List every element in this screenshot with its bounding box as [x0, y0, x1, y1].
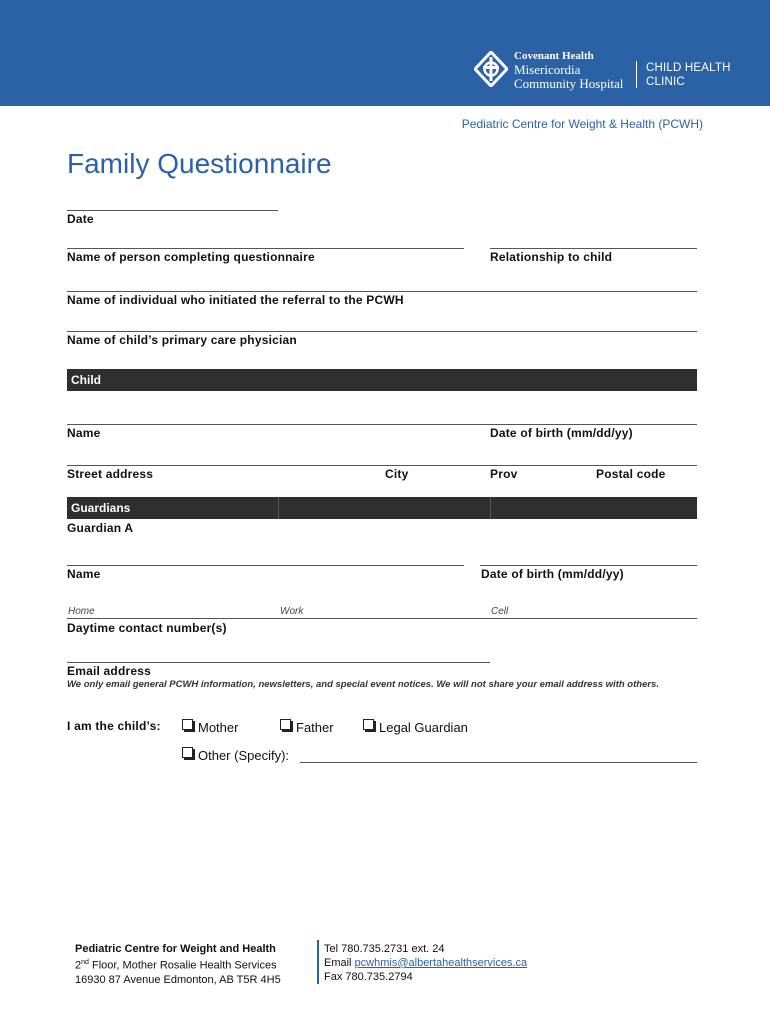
page-subtitle: Pediatric Centre for Weight & Health (PCWH) — [461, 117, 703, 131]
child-address-field[interactable] — [67, 465, 697, 466]
person-completing-label: Name of person completing questionnaire — [67, 250, 315, 264]
daytime-contact-field[interactable] — [67, 618, 697, 619]
referral-initiator-label: Name of individual who initiated the referral to the PCWH — [67, 293, 404, 307]
floor-suffix: nd — [81, 959, 89, 966]
page-title: Family Questionnaire — [67, 148, 332, 179]
other-checkbox[interactable] — [182, 747, 193, 758]
floor-rest: Floor, Mother Rosalie Health Services — [88, 959, 277, 972]
footer-address-line-2: 16930 87 Avenue Edmonton, AB T5R 4H5 — [75, 973, 281, 986]
footer-email-label: Email — [324, 957, 355, 969]
phone-home-label: Home — [68, 606, 95, 617]
phone-work-label: Work — [280, 606, 304, 617]
guardian-a-label: Guardian A — [67, 521, 134, 535]
mother-checkbox[interactable] — [182, 719, 193, 730]
footer-tel: Tel 780.735.2731 ext. 24 — [324, 943, 445, 955]
email-privacy-note: We only email general PCWH information, newsletters, and special event notices. We will not share your email address with others. — [67, 679, 659, 690]
footer-fax: Fax 780.735.2794 — [324, 971, 413, 983]
footer-email-line — [324, 956, 527, 970]
hospital-logo-text — [514, 49, 623, 91]
legal-guardian-checkbox[interactable] — [363, 719, 374, 730]
clinic-line-2: CLINIC — [646, 76, 685, 88]
guardian-name-field[interactable] — [67, 565, 464, 566]
logo-line-3: Community Hospital — [514, 76, 624, 91]
prov-label: Prov — [490, 467, 518, 481]
covenant-cross-logo-icon — [474, 51, 508, 87]
footer-address-line-1 — [75, 956, 281, 973]
clinic-name — [646, 61, 731, 89]
person-completing-field[interactable] — [67, 248, 464, 249]
other-specify-field[interactable] — [300, 762, 697, 763]
guardian-dob-field[interactable] — [480, 565, 697, 566]
other-option-label: Other (Specify): — [198, 748, 290, 763]
date-label: Date — [67, 212, 94, 226]
logo-divider — [636, 61, 637, 88]
logo-line-2: Misericordia — [514, 62, 581, 77]
city-label: City — [385, 467, 409, 481]
child-dob-label: Date of birth (mm/dd/yy) — [490, 426, 633, 440]
mother-option-label: Mother — [198, 720, 239, 735]
primary-physician-label: Name of child’s primary care physician — [67, 333, 297, 347]
child-section-title: Child — [71, 373, 101, 387]
footer-divider — [317, 940, 319, 984]
footer-address — [75, 942, 281, 987]
email-label: Email address — [67, 664, 151, 678]
child-section-header — [67, 369, 697, 391]
referral-initiator-field[interactable] — [67, 291, 697, 292]
street-address-label: Street address — [67, 467, 154, 481]
father-checkbox[interactable] — [280, 719, 291, 730]
relationship-label: Relationship to child — [490, 250, 613, 264]
bar-divider — [278, 497, 279, 519]
primary-physician-field[interactable] — [67, 331, 697, 332]
father-option-label: Father — [296, 720, 334, 735]
date-field[interactable] — [67, 210, 278, 211]
footer-email-link[interactable]: pcwhmis@albertahealthservices.ca — [354, 957, 528, 969]
child-name-label: Name — [67, 426, 101, 440]
footer-org-name: Pediatric Centre for Weight and Health — [75, 943, 276, 955]
guardian-dob-label: Date of birth (mm/dd/yy) — [481, 567, 624, 581]
footer-contact — [324, 942, 527, 984]
guardian-name-label: Name — [67, 567, 101, 581]
legal-guardian-option-label: Legal Guardian — [379, 720, 468, 735]
guardians-section-title: Guardians — [71, 501, 131, 515]
logo-line-1: Covenant Health — [514, 50, 594, 62]
relationship-field[interactable] — [490, 248, 697, 249]
bar-divider — [490, 497, 491, 519]
relationship-prompt: I am the child’s: — [67, 719, 161, 733]
guardians-section-header — [67, 497, 697, 519]
postal-code-label: Postal code — [596, 467, 666, 481]
daytime-contact-label: Daytime contact number(s) — [67, 621, 227, 635]
clinic-line-1: CHILD HEALTH — [646, 62, 731, 74]
floor-number: 2 — [75, 959, 82, 972]
header-band — [0, 0, 770, 106]
email-field[interactable] — [67, 662, 490, 663]
child-name-field[interactable] — [67, 424, 697, 425]
phone-cell-label: Cell — [491, 606, 509, 617]
